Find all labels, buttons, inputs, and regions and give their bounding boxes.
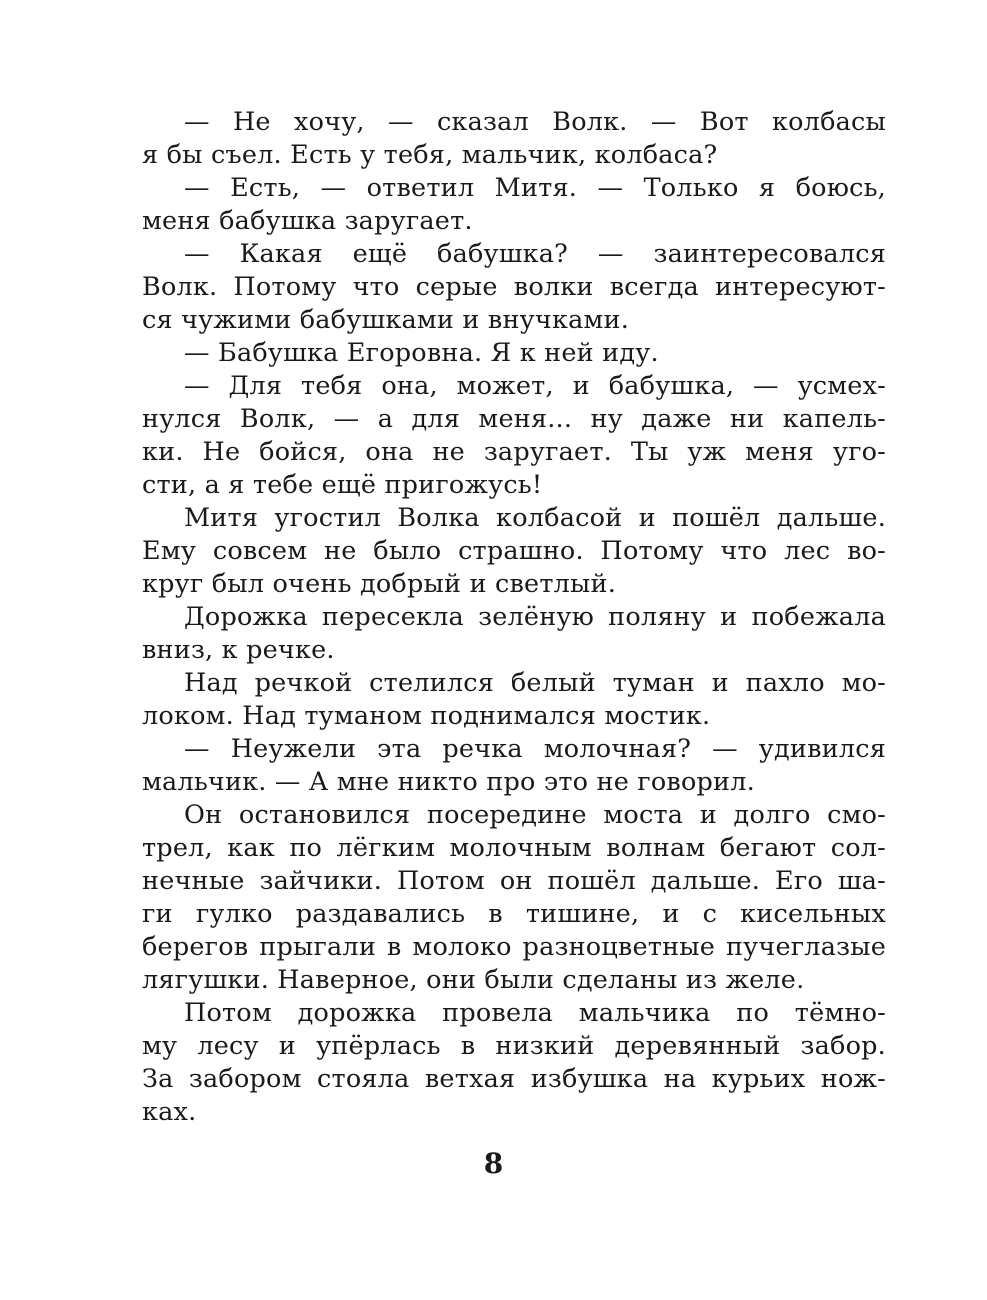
text-line: берегов прыгали в молоко разноцветные пучеглазые — [142, 932, 886, 962]
text-line: нулся Волк, — а для меня... ну даже ни капель- — [142, 404, 886, 434]
paragraph-6 — [142, 502, 886, 601]
text-line: Ему совсем не было страшно. Потому что лес во- — [142, 536, 886, 566]
text-line: локом. Над туманом поднимался мостик. — [142, 701, 711, 731]
text-line: ги гулко раздавались в тишине, и с кисельных — [142, 899, 886, 929]
paragraph-11 — [142, 997, 886, 1129]
text-line: му лесу и упёрлась в низкий деревянный забор. — [142, 1031, 886, 1061]
page-number: 8 — [483, 1147, 504, 1180]
text-line: ках. — [142, 1097, 197, 1127]
text-line: сти, а я тебе ещё пригожусь! — [142, 470, 543, 500]
text-line: я бы съел. Есть у тебя, мальчик, колбаса? — [142, 140, 718, 170]
book-page-text — [142, 106, 886, 1129]
text-line: вниз, к речке. — [142, 635, 335, 665]
text-line: Он остановился посередине моста и долго смо- — [184, 800, 886, 830]
text-line: — Неужели эта речка молочная? — удивился — [184, 734, 886, 764]
text-line: Митя угостил Волка колбасой и пошёл дальше. — [184, 503, 886, 533]
text-line: — Для тебя она, может, и бабушка, — усмех- — [184, 371, 886, 401]
paragraph-2 — [142, 172, 886, 238]
text-line: ся чужими бабушками и внучками. — [142, 305, 630, 335]
text-line: трел, как по лёгким молочным волнам бегают сол- — [142, 833, 886, 863]
paragraph-3 — [142, 238, 886, 337]
paragraph-10 — [142, 799, 886, 997]
text-line: меня бабушка заругает. — [142, 206, 473, 236]
text-line: нечные зайчики. Потом он пошёл дальше. Его ша- — [142, 866, 886, 896]
paragraph-4 — [142, 337, 886, 370]
text-line: Над речкой стелился белый туман и пахло мо- — [184, 668, 886, 698]
text-line: ки. Не бойся, она не заругает. Ты уж меня уго- — [142, 437, 886, 467]
text-line: Потом дорожка провела мальчика по тёмно- — [184, 998, 886, 1028]
text-line: — Есть, — ответил Митя. — Только я боюсь, — [184, 173, 886, 203]
text-line: круг был очень добрый и светлый. — [142, 569, 617, 599]
text-line: Дорожка пересекла зелёную поляну и побежала — [184, 602, 886, 632]
paragraph-7 — [142, 601, 886, 667]
text-line: Волк. Потому что серые волки всегда интересуют- — [142, 272, 886, 302]
paragraph-1 — [142, 106, 886, 172]
paragraph-8 — [142, 667, 886, 733]
text-line: — Бабушка Егоровна. Я к ней иду. — [184, 338, 659, 368]
text-line: За забором стояла ветхая избушка на курьих нож- — [142, 1064, 886, 1094]
text-line: — Какая ещё бабушка? — заинтересовался — [184, 239, 886, 269]
text-line: лягушки. Наверное, они были сделаны из желе. — [142, 965, 805, 995]
text-line: — Не хочу, — сказал Волк. — Вот колбасы — [184, 107, 886, 137]
paragraph-5 — [142, 370, 886, 502]
text-line: мальчик. — А мне никто про это не говорил. — [142, 767, 755, 797]
paragraph-9 — [142, 733, 886, 799]
